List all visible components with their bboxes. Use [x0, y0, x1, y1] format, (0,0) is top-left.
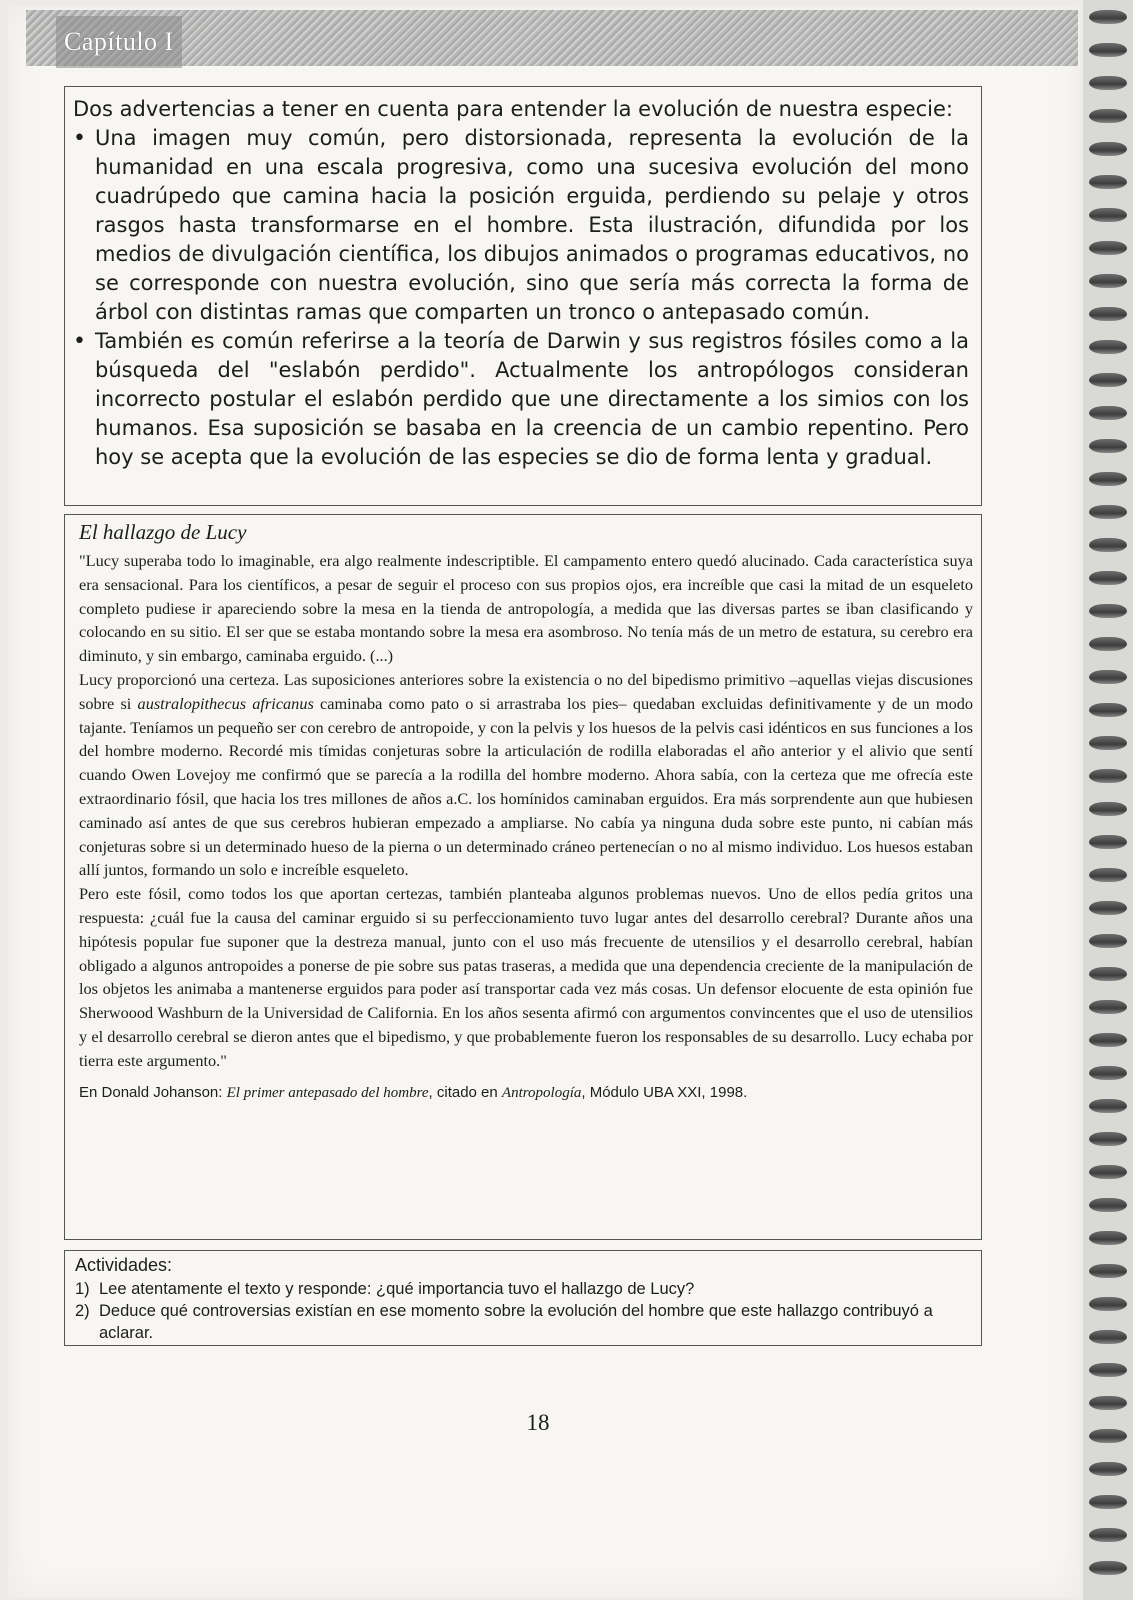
advertencia-bullet-1: • Una imagen muy común, pero distorsionada, representa la evolución de la humanidad en una escala progresiva, como una sucesiva evolución del mono cuadrúpedo que camina hacia la posición erguida, perdiendo su pelaje y otros rasgos hasta transformarse en el hombre. Esta ilustración, difundida por los medios de divulgación científica, los dibujos animados o programas educativos, no se corresponde con nuestra evolución, sino que sería más correcta la forma de árbol con distintas ramas que comparten un tronco o antepasado común. [73, 124, 969, 327]
lucy-p2-text-b: caminaba como pato o si arrastraba los pies– quedaban excluidas definitivamente y de un modo tajante. Teníamos un pequeño ser con cerebro de antropoide, y con la pelvis y los huesos de la pelvis casi idénticos en sus funciones a los del hombre moderno. Recordé mis tímidas conjeturas sobre la articulación de rodilla elaboradas el año anterior y el alivio que sentí cuando Owen Lovejoy me confirmó que se parecía a la rodilla del hombre moderno. Ahora sabía, con la certeza que me ofrecía este extraordinario fósil, que hacia los tres millones de años a.C. los homínidos caminaban erguidos. Era más sorprendente aun que hubiesen caminado así antes de que sus cerebros hubieran empezado a ampliarse. No cabía ya ninguna duda sobre este punto, ni cabían más conjeturas sobre si un determinado hueso de la pierna o un determinado cráneo pertenecían o no al mismo individuo. Los huesos estaban allí juntos, formando un solo e increíble esqueleto. [79, 693, 973, 880]
citation-suffix: , Módulo UBA XXI, 1998. [581, 1083, 748, 1101]
spiral-ring [1089, 1363, 1127, 1377]
spiral-ring [1089, 769, 1127, 783]
spiral-ring [1089, 175, 1127, 189]
spiral-ring [1089, 703, 1127, 717]
citation-book: El primer antepasado del hombre [226, 1084, 429, 1101]
spiral-ring [1089, 1033, 1127, 1047]
spiral-ring [1089, 406, 1127, 420]
spiral-ring [1089, 1264, 1127, 1278]
spiral-ring [1089, 637, 1127, 651]
spiral-ring [1089, 1561, 1127, 1575]
chapter-title: Capítulo I [56, 16, 182, 68]
actividades-box [64, 1250, 982, 1346]
spiral-ring [1089, 10, 1127, 24]
spiral-ring [1089, 1132, 1127, 1146]
spiral-ring [1089, 1066, 1127, 1080]
spiral-ring [1089, 142, 1127, 156]
actividades-title: Actividades: [75, 1255, 173, 1275]
citation-source: Antropología [501, 1084, 582, 1101]
spiral-ring [1089, 1528, 1127, 1542]
lucy-title: El hallazgo de Lucy [79, 520, 247, 544]
spiral-ring [1089, 307, 1127, 321]
spiral-ring [1089, 1297, 1127, 1311]
spiral-ring [1089, 736, 1127, 750]
spiral-ring [1089, 1429, 1127, 1443]
spiral-ring [1089, 76, 1127, 90]
spiral-ring [1089, 1462, 1127, 1476]
spiral-ring [1089, 967, 1127, 981]
lucy-paragraph-1: "Lucy superaba todo lo imaginable, era algo realmente indescriptible. El campamento entero quedó alucinado. Cada característica suya era sensacional. Para los científicos, a pesar de seguir el proceso con sus propios ojos, era increíble que casi la mitad de un esqueleto completo pudiese ir apareciendo sobre la mesa en la tienda de antropología, a medida que las diversas partes se iban clasificando y colocando en su sitio. El ser que se estaba montando sobre la mesa era asombroso. No tenía más de un metro de estatura, su cerebro era diminuto, y sin embargo, caminaba erguido. (...) [79, 551, 973, 666]
spiral-ring [1089, 901, 1127, 915]
spiral-ring [1089, 43, 1127, 57]
spiral-ring [1089, 1099, 1127, 1113]
spiral-ring [1089, 802, 1127, 816]
spiral-ring [1089, 1330, 1127, 1344]
spiral-ring [1089, 472, 1127, 486]
spiral-ring [1089, 241, 1127, 255]
citation-mid: , citado en [428, 1083, 502, 1101]
citation-prefix: En Donald Johanson: [79, 1083, 227, 1101]
advertencia-bullet-2: • También es común referirse a la teoría de Darwin y sus registros fósiles como a la búsqueda del "eslabón perdido". Actualmente los antropólogos consideran incorrecto postular el eslabón perdido que une directamente a los simios con los humanos. Esa suposición se basaba en la creencia de un cambio repentino. Pero hoy se acepta que la evolución de las especies se dio de forma lenta y gradual. [73, 327, 969, 472]
spiral-ring [1089, 208, 1127, 222]
document-page [8, 6, 1080, 1598]
spiral-ring [1089, 604, 1127, 618]
lucy-paragraph-2 [79, 668, 973, 882]
page-number: 18 [526, 1410, 550, 1435]
spiral-ring [1089, 670, 1127, 684]
spiral-ring [1089, 274, 1127, 288]
chapter-header-band [26, 10, 1078, 66]
spiral-ring [1089, 340, 1127, 354]
lucy-citation [79, 1081, 973, 1106]
actividad-number: 2) [75, 1302, 90, 1320]
spiral-ring [1089, 1165, 1127, 1179]
actividad-item-2 [75, 1300, 973, 1344]
actividad-text: Deduce qué controversias existían en ese momento sobre la evolución del hombre que este hallazgo contribuyó a aclarar. [99, 1302, 933, 1342]
spiral-ring [1089, 868, 1127, 882]
advertencias-box [64, 86, 982, 506]
spiral-ring [1089, 1198, 1127, 1212]
actividad-text: Lee atentamente el texto y responde: ¿qué importancia tuvo el hallazgo de Lucy? [99, 1280, 695, 1298]
spiral-ring [1089, 538, 1127, 552]
lucy-excerpt-box [64, 514, 982, 1240]
spiral-ring [1089, 571, 1127, 585]
spiral-ring [1089, 1231, 1127, 1245]
spiral-ring [1089, 1396, 1127, 1410]
spiral-ring [1089, 1495, 1127, 1509]
spiral-ring [1089, 835, 1127, 849]
spiral-ring [1089, 373, 1127, 387]
actividad-item-1 [75, 1278, 973, 1300]
lucy-p2-text-a: Lucy proporcionó una certeza. Las suposiciones anteriores sobre la existencia o no del bipedismo primitivo –aquellas viejas discusiones sobre si [79, 669, 973, 713]
spiral-ring [1089, 934, 1127, 948]
lucy-paragraph-3: Pero este fósil, como todos los que aportan certezas, también planteaba algunos problemas nuevos. Uno de ellos pedía gritos una respuesta: ¿cuál fue la causa del caminar erguido si su perfeccionamiento tuvo lugar antes del desarrollo cerebral? Durante años una hipótesis popular fue suponer que la destreza manual, junto con el uso más frecuente de utensilios y el desarrollo cerebral, habían obligado a algunos antropoides a ponerse de pie sobre sus patas traseras, a medida que una dependencia creciente de la manipulación de los objetos les animaba a mantenerse erguidos para poder así transportar cada vez más cosas. Un defensor elocuente de esta opinión fue Sherwoood Washburn de la Universidad de California. En los años sesenta afirmó con argumentos convincentes que el uso de utensilios y el desarrollo cerebral se dieron antes que el bipedismo, y que probablemente fueron los responsables de su desarrollo. Lucy echaba por tierra este argumento." [79, 884, 973, 1070]
spiral-ring [1089, 505, 1127, 519]
advertencias-intro: Dos advertencias a tener en cuenta para entender la evolución de nuestra especie: [73, 97, 954, 121]
spiral-ring [1089, 439, 1127, 453]
spiral-ring [1089, 109, 1127, 123]
lucy-p2-species: australopithecus africanus [137, 693, 314, 713]
spiral-ring [1089, 1000, 1127, 1014]
spiral-binding [1083, 0, 1133, 1600]
actividad-number: 1) [75, 1280, 90, 1298]
